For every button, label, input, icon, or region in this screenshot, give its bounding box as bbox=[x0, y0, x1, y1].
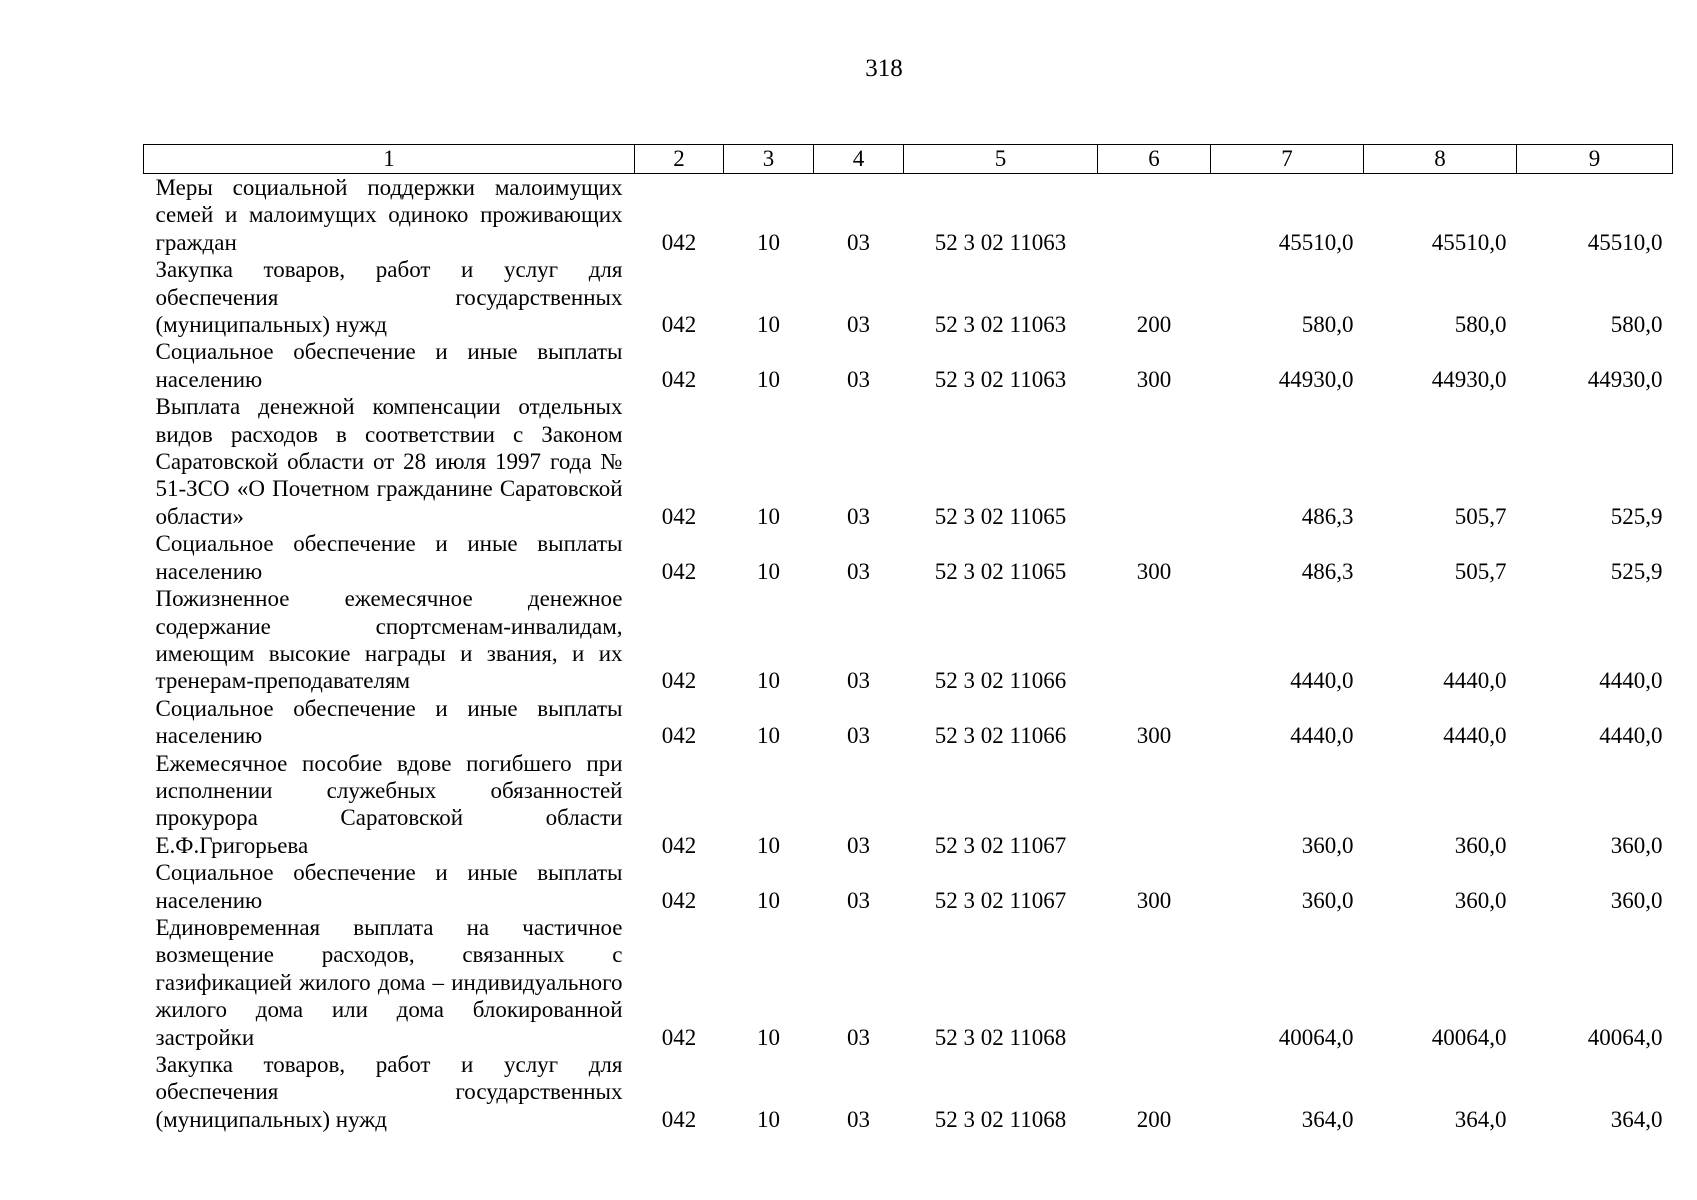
row-code-6 bbox=[1098, 585, 1211, 695]
column-header-8: 8 bbox=[1364, 145, 1517, 174]
row-code-6: 300 bbox=[1136, 366, 1172, 392]
row-name: Пожизненное ежемесячное денежное содержание спортсменам-инвалидам, имеющим высокие награды и звания, и их тренерам-преподавателям bbox=[155, 586, 623, 694]
row-code-5: 52 3 02 11065 bbox=[934, 558, 1067, 584]
row-code-6 bbox=[1098, 393, 1211, 530]
column-header-9: 9 bbox=[1517, 145, 1673, 174]
row-code-3: 10 bbox=[757, 366, 780, 392]
row-code-2: 042 bbox=[661, 723, 697, 749]
row-amount-9: 360,0 bbox=[1610, 832, 1663, 858]
row-amount-9: 4440,0 bbox=[1599, 723, 1663, 749]
row-amount-9: 45510,0 bbox=[1587, 229, 1663, 255]
table-row bbox=[144, 750, 1673, 860]
row-code-5: 52 3 02 11065 bbox=[934, 503, 1067, 529]
row-amount-8: 360,0 bbox=[1454, 832, 1507, 858]
row-code-3: 10 bbox=[757, 832, 780, 858]
row-name: Закупка товаров, работ и услуг для обеспечения государственных (муниципальных) нужд bbox=[155, 1052, 623, 1132]
table-row bbox=[144, 585, 1673, 695]
row-code-4: 03 bbox=[847, 723, 870, 749]
row-code-6 bbox=[1098, 914, 1211, 1051]
row-amount-8: 505,7 bbox=[1454, 558, 1507, 584]
row-code-5: 52 3 02 11068 bbox=[934, 1106, 1067, 1132]
row-amount-8: 40064,0 bbox=[1431, 1024, 1507, 1050]
row-code-6: 300 bbox=[1136, 558, 1172, 584]
row-amount-8: 505,7 bbox=[1454, 503, 1507, 529]
row-code-5: 52 3 02 11063 bbox=[934, 229, 1067, 255]
row-name: Закупка товаров, работ и услуг для обеспечения государственных (муниципальных) нужд bbox=[155, 257, 623, 338]
row-code-4: 03 bbox=[847, 887, 870, 913]
row-code-5: 52 3 02 11063 bbox=[934, 312, 1067, 338]
row-name: Меры социальной поддержки малоимущих семей и малоимущих одиноко проживающих граждан bbox=[155, 175, 623, 255]
column-header-3: 3 bbox=[724, 145, 814, 174]
table-row bbox=[144, 530, 1673, 585]
row-name: Социальное обеспечение и иные выплаты населению bbox=[155, 860, 623, 913]
column-header-2: 2 bbox=[635, 145, 724, 174]
table-row bbox=[144, 393, 1673, 530]
row-code-4: 03 bbox=[847, 366, 870, 392]
row-amount-8: 580,0 bbox=[1454, 312, 1507, 338]
table-row bbox=[144, 859, 1673, 914]
row-code-2: 042 bbox=[661, 1106, 697, 1132]
row-code-2: 042 bbox=[661, 312, 697, 338]
column-header-7: 7 bbox=[1211, 145, 1364, 174]
row-amount-7: 486,3 bbox=[1301, 503, 1354, 529]
row-code-4: 03 bbox=[847, 503, 870, 529]
table-row bbox=[144, 256, 1673, 338]
column-header-5: 5 bbox=[904, 145, 1098, 174]
row-amount-9: 360,0 bbox=[1610, 887, 1663, 913]
row-code-3: 10 bbox=[757, 229, 780, 255]
row-code-6: 300 bbox=[1136, 887, 1172, 913]
row-code-2: 042 bbox=[661, 887, 697, 913]
row-code-2: 042 bbox=[661, 558, 697, 584]
row-amount-7: 40064,0 bbox=[1278, 1024, 1354, 1050]
row-code-2: 042 bbox=[661, 668, 697, 694]
row-name: Социальное обеспечение и иные выплаты населению bbox=[155, 339, 623, 392]
row-code-3: 10 bbox=[757, 1106, 780, 1132]
row-code-5: 52 3 02 11068 bbox=[934, 1024, 1067, 1050]
row-amount-8: 4440,0 bbox=[1443, 723, 1507, 749]
column-header-6: 6 bbox=[1098, 145, 1211, 174]
row-code-3: 10 bbox=[757, 312, 780, 338]
row-code-4: 03 bbox=[847, 229, 870, 255]
column-header-1: 1 bbox=[144, 145, 635, 174]
row-amount-9: 4440,0 bbox=[1599, 668, 1663, 694]
table-row bbox=[144, 914, 1673, 1051]
row-amount-7: 360,0 bbox=[1301, 832, 1354, 858]
row-amount-7: 4440,0 bbox=[1290, 723, 1354, 749]
page-number: 318 bbox=[865, 55, 903, 82]
row-code-4: 03 bbox=[847, 832, 870, 858]
row-amount-7: 360,0 bbox=[1301, 887, 1354, 913]
row-amount-7: 580,0 bbox=[1301, 312, 1354, 338]
row-code-3: 10 bbox=[757, 723, 780, 749]
row-amount-9: 580,0 bbox=[1610, 312, 1663, 338]
row-code-5: 52 3 02 11066 bbox=[934, 668, 1067, 694]
table-row bbox=[144, 338, 1673, 393]
row-code-3: 10 bbox=[757, 887, 780, 913]
column-header-4: 4 bbox=[814, 145, 904, 174]
row-name: Ежемесячное пособие вдове погибшего при исполнении служебных обязанностей прокурора Саратовской области Е.Ф.Григорьева bbox=[155, 750, 623, 858]
row-code-5: 52 3 02 11066 bbox=[934, 723, 1067, 749]
row-code-6: 300 bbox=[1136, 723, 1172, 749]
table-row bbox=[144, 1051, 1673, 1133]
budget-table bbox=[143, 144, 1673, 1133]
row-code-6 bbox=[1098, 174, 1211, 257]
row-amount-8: 360,0 bbox=[1454, 887, 1507, 913]
row-amount-7: 364,0 bbox=[1301, 1106, 1354, 1132]
row-code-4: 03 bbox=[847, 668, 870, 694]
row-code-6: 200 bbox=[1136, 1106, 1172, 1132]
row-code-6: 200 bbox=[1136, 312, 1172, 338]
row-code-6 bbox=[1098, 750, 1211, 860]
row-amount-9: 44930,0 bbox=[1587, 366, 1663, 392]
row-code-3: 10 bbox=[757, 668, 780, 694]
row-name: Выплата денежной компенсации отдельных видов расходов в соответствии с Законом Саратовской области от 28 июля 1997 года № 51-ЗСО «О Почетном гражданине Саратовской области» bbox=[155, 394, 623, 529]
row-amount-9: 364,0 bbox=[1610, 1106, 1663, 1132]
row-code-4: 03 bbox=[847, 312, 870, 338]
header-row bbox=[144, 145, 1673, 174]
row-code-3: 10 bbox=[757, 1024, 780, 1050]
row-amount-8: 45510,0 bbox=[1431, 229, 1507, 255]
row-code-2: 042 bbox=[661, 229, 697, 255]
row-amount-9: 40064,0 bbox=[1587, 1024, 1663, 1050]
row-amount-7: 44930,0 bbox=[1278, 366, 1354, 392]
row-code-2: 042 bbox=[661, 503, 697, 529]
row-code-3: 10 bbox=[757, 503, 780, 529]
row-amount-8: 4440,0 bbox=[1443, 668, 1507, 694]
row-code-5: 52 3 02 11067 bbox=[934, 832, 1067, 858]
row-code-2: 042 bbox=[661, 366, 697, 392]
row-amount-8: 364,0 bbox=[1454, 1106, 1507, 1132]
row-code-2: 042 bbox=[661, 1024, 697, 1050]
row-code-3: 10 bbox=[757, 558, 780, 584]
row-code-5: 52 3 02 11067 bbox=[934, 887, 1067, 913]
row-amount-9: 525,9 bbox=[1610, 558, 1663, 584]
row-amount-9: 525,9 bbox=[1610, 503, 1663, 529]
row-name: Социальное обеспечение и иные выплаты населению bbox=[155, 531, 623, 584]
table-row bbox=[144, 174, 1673, 257]
row-amount-7: 4440,0 bbox=[1290, 668, 1354, 694]
row-code-4: 03 bbox=[847, 1106, 870, 1132]
table-body bbox=[144, 174, 1673, 1134]
row-code-5: 52 3 02 11063 bbox=[934, 366, 1067, 392]
row-amount-7: 45510,0 bbox=[1278, 229, 1354, 255]
row-code-4: 03 bbox=[847, 558, 870, 584]
row-amount-7: 486,3 bbox=[1301, 558, 1354, 584]
table-row bbox=[144, 695, 1673, 750]
row-amount-8: 44930,0 bbox=[1431, 366, 1507, 392]
row-name: Социальное обеспечение и иные выплаты населению bbox=[155, 695, 623, 749]
row-name: Единовременная выплата на частичное возмещение расходов, связанных с газификацией жилого дома – индивидуального жилого дома или дома блокированной застройки bbox=[155, 914, 623, 1050]
row-code-2: 042 bbox=[661, 832, 697, 858]
row-code-4: 03 bbox=[847, 1024, 870, 1050]
